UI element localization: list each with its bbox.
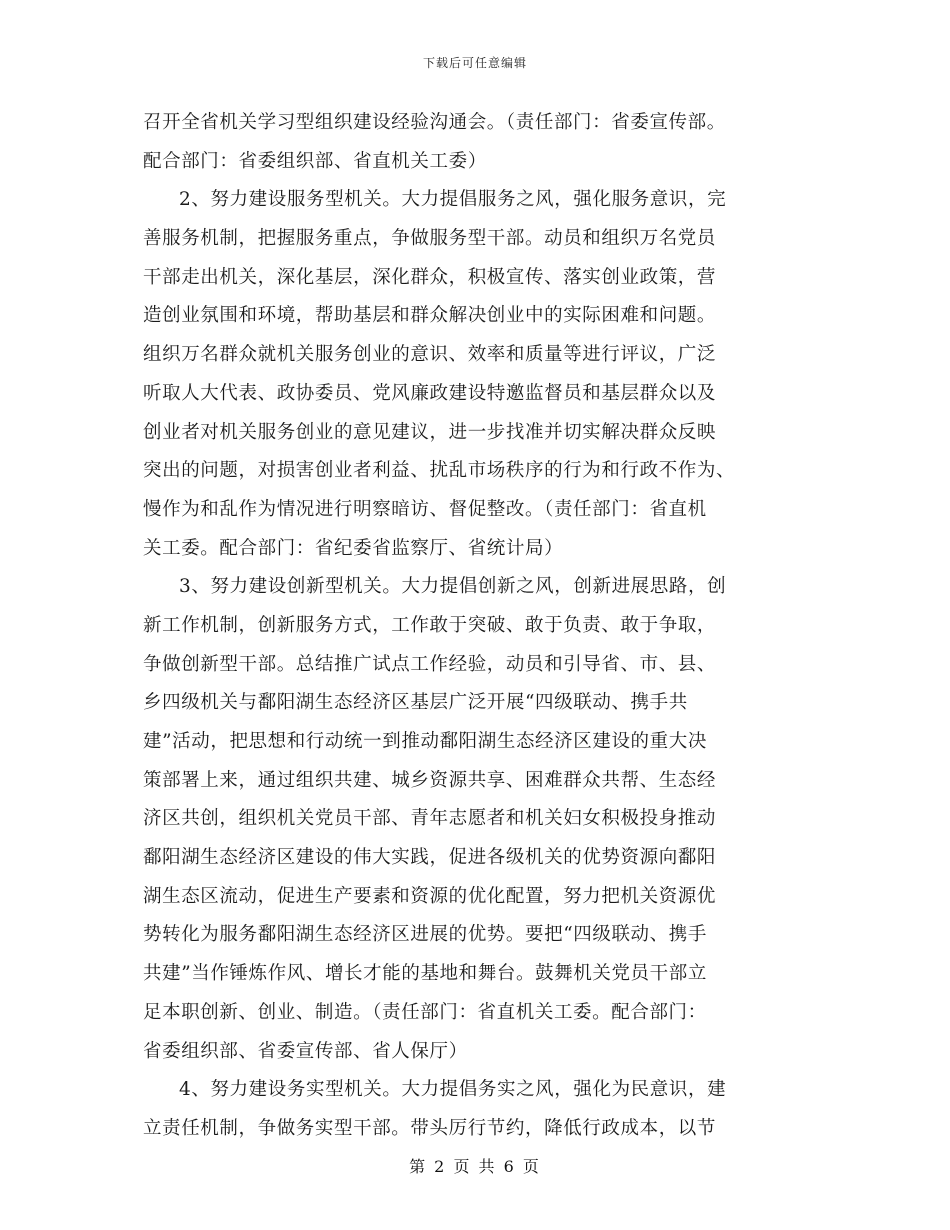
- text-line: 乡四级机关与鄱阳湖生态经济区基层广泛开展“四级联动、携手共: [143, 692, 688, 714]
- text-line: 足本职创新、创业、制造。（责任部门：省直机关工委。配合部门：: [143, 1001, 707, 1023]
- text-line: 争做创新型干部。总结推广试点工作经验，动员和引导省、市、县、: [143, 653, 717, 675]
- text-line: 4、努力建设务实型机关。大力提倡务实之风，强化为民意识，建: [179, 1079, 727, 1101]
- text-line: 势转化为服务鄱阳湖生态经济区进展的优势。要把“四级联动、携手: [143, 924, 707, 946]
- text-line: 组织万名群众就机关服务创业的意识、效率和质量等进行评议，广泛: [143, 344, 717, 366]
- text-line: 湖生态区流动，促进生产要素和资源的优化配置，努力把机关资源优: [143, 885, 717, 907]
- text-line: 新工作机制，创新服务方式，工作敢于突破、敢于负责、敢于争取，: [143, 614, 717, 636]
- text-line: 干部走出机关，深化基层，深化群众，积极宣传、落实创业政策，营: [143, 266, 717, 288]
- text-line: 突出的问题，对损害创业者利益、扰乱市场秩序的行为和行政不作为、: [143, 460, 736, 482]
- text-line: 建”活动，把思想和行动统一到推动鄱阳湖生态经济区建设的重大决: [143, 731, 707, 752]
- text-line: 共建”当作锤炼作风、增长才能的基地和舞台。鼓舞机关党员干部立: [143, 963, 707, 985]
- page-number: 第 2 页 共 6 页: [409, 1157, 541, 1176]
- text-line: 省委组织部、省委宣传部、省人保厅）: [143, 1040, 468, 1062]
- text-line: 2、努力建设服务型机关。大力提倡服务之风，强化服务意识，完: [179, 189, 727, 211]
- text-line: 策部署上来，通过组织共建、城乡资源共享、困难群众共帮、生态经: [143, 769, 717, 791]
- text-line: 善服务机制，把握服务重点，争做服务型干部。动员和组织万名党员: [143, 228, 717, 250]
- text-line: 慢作为和乱作为情况进行明察暗访、督促整改。（责任部门：省直机: [143, 498, 707, 520]
- text-line: 听取人大代表、政协委员、党风廉政建设特邀监督员和基层群众以及: [143, 382, 717, 404]
- text-line: 召开全省机关学习型组织建设经验沟通会。（责任部门：省委宣传部。: [143, 112, 726, 133]
- text-line: 3、努力建设创新型机关。大力提倡创新之风，创新进展思路，创: [179, 576, 727, 598]
- text-line: 济区共创，组织机关党员干部、青年志愿者和机关妇女积极投身推动: [143, 808, 717, 830]
- text-line: 鄱阳湖生态经济区建设的伟大实践，促进各级机关的优势资源向鄱阳: [143, 847, 717, 869]
- text-line: 配合部门：省委组织部、省直机关工委）: [143, 150, 487, 172]
- document-body: [143, 104, 807, 1149]
- text-line: 立责任机制，争做务实型干部。带头厉行节约，降低行政成本，以节: [143, 1117, 717, 1139]
- text-line: 造创业氛围和环境，帮助基层和群众解决创业中的实际困难和问题。: [143, 305, 717, 327]
- text-line: 创业者对机关服务创业的意见建议，进一步找准并切实解决群众反映: [143, 421, 717, 443]
- text-line: 关工委。配合部门：省纪委省监察厅、省统计局）: [143, 537, 564, 559]
- page-header: 下载后可任意编辑: [422, 56, 527, 70]
